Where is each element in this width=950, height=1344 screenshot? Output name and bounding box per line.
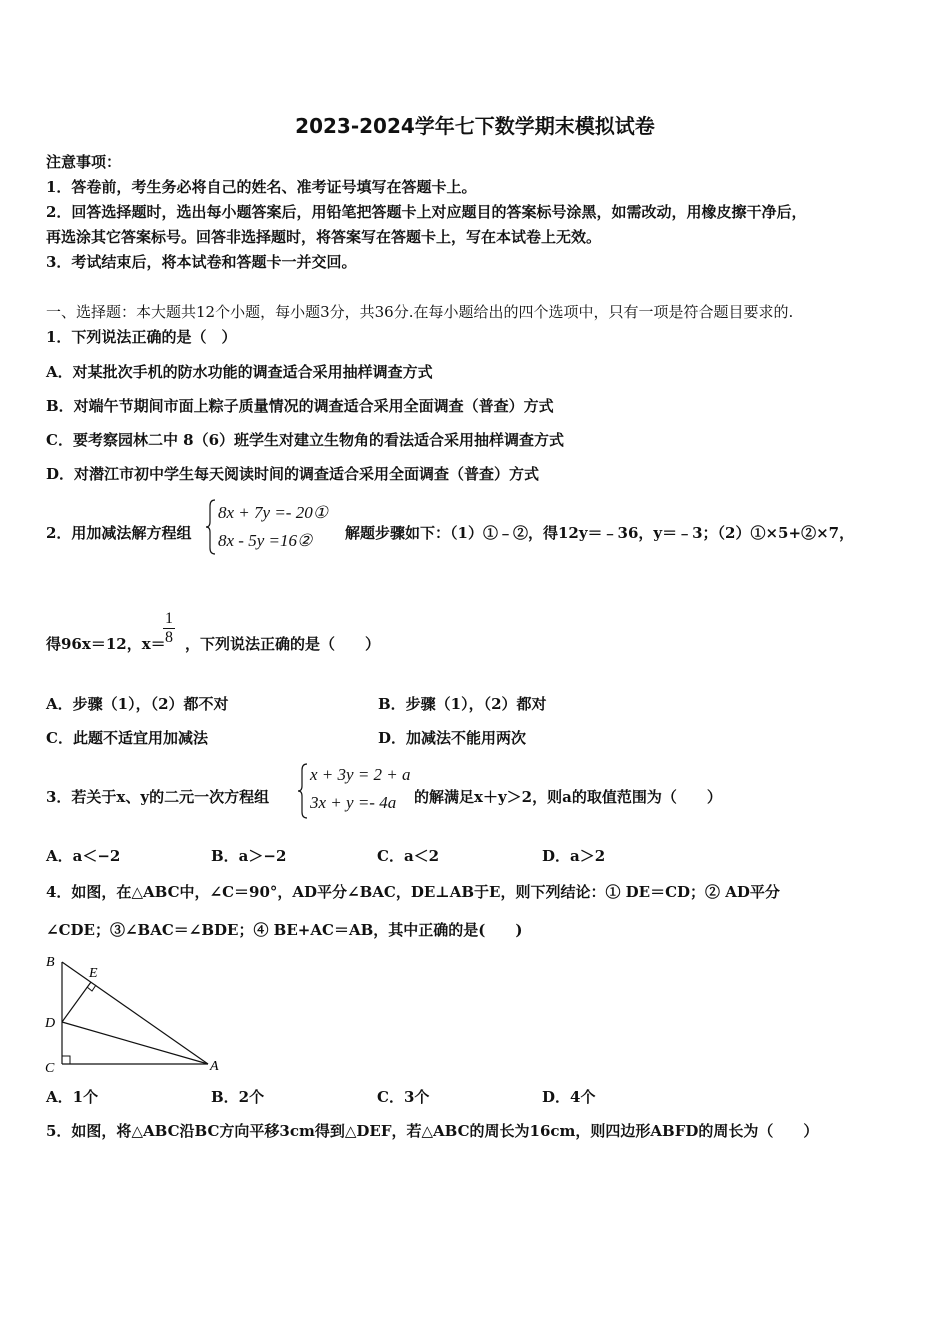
- notice-heading: 注意事项：: [46, 153, 122, 171]
- label-e: E: [89, 966, 98, 981]
- q4-stem-line2: ∠CDE；③∠BAC＝∠BDE；④ BE+AC＝AB，其中正确的是( ): [46, 921, 523, 939]
- q3-option-d: D．a＞2: [542, 847, 606, 865]
- right-angle-mark-c: [62, 1056, 70, 1064]
- q3-equation-2: 3x + y =- 4a: [310, 793, 397, 812]
- q2-suffix: 解题步骤如下：（1）①﹣②，得12y＝﹣36，y＝﹣3；（2）①×5+②×7，: [345, 524, 855, 542]
- segment-da: [62, 1022, 208, 1064]
- q1-stem: 1．下列说法正确的是（ ）: [46, 328, 237, 346]
- q2-equation-1: 8x + 7y =- 20①: [218, 503, 328, 522]
- section-heading: 一、选择题：本大题共12个小题，每小题3分，共36分.在每小题给出的四个选项中，只有一项是符合题目要求的.: [46, 303, 794, 321]
- q3-equation-1: x + 3y = 2 + a: [310, 765, 411, 784]
- q2-brace: [205, 498, 217, 556]
- q1-option-c: C．要考察园林二中 8（6）班学生对建立生物角的看法适合采用抽样调查方式: [46, 431, 565, 449]
- label-b: B: [46, 955, 55, 970]
- q3-option-c: C．a＜2: [377, 847, 440, 865]
- q1-option-a: A．对某批次手机的防水功能的调查适合采用抽样调查方式: [46, 363, 433, 381]
- q3-brace: [297, 762, 309, 820]
- q2-line2-suffix: ，下列说法正确的是（ ）: [185, 635, 381, 653]
- notice-item: 再选涂其它答案标号。回答非选择题时，将答案写在答题卡上，写在本试卷上无效。: [46, 228, 602, 246]
- notice-item: 3．考试结束后，将本试卷和答题卡一并交回。: [46, 253, 357, 271]
- q3-suffix: 的解满足x＋y＞2，则a的取值范围为（ ）: [414, 788, 722, 806]
- q2-equation-2: 8x - 5y =16②: [218, 531, 313, 550]
- q2-option-b: B．步骤（1），（2）都对: [378, 695, 547, 713]
- label-c: C: [45, 1061, 55, 1076]
- q2-prefix: 2．用加减法解方程组: [46, 524, 192, 542]
- page-title: 2023-2024学年七下数学期末模拟试卷: [295, 114, 655, 138]
- q4-option-c: C．3个: [377, 1088, 430, 1106]
- q3-option-b: B．a＞−2: [211, 847, 287, 865]
- q4-triangle-figure: [40, 950, 230, 1078]
- q4-option-a: A．1个: [46, 1088, 99, 1106]
- q4-stem-line1: 4．如图，在△ABC中，∠C＝90°，AD平分∠BAC，DE⊥AB于E，则下列结论：① DE＝CD；② AD平分: [46, 883, 780, 901]
- q5-stem: 5．如图，将△ABC沿BC方向平移3cm得到△DEF，若△ABC的周长为16cm，则四边形ABFD的周长为（ ）: [46, 1122, 819, 1140]
- q1-option-d: D．对潜江市初中学生每天阅读时间的调查适合采用全面调查（普查）方式: [46, 465, 540, 483]
- fraction-numerator: 1: [165, 610, 173, 627]
- q2-option-c: C．此题不适宜用加减法: [46, 729, 208, 747]
- q2-fraction: [163, 610, 175, 647]
- q4-option-b: B．2个: [211, 1088, 265, 1106]
- segment-de: [62, 982, 91, 1022]
- notice-item: 2．回答选择题时，选出每小题答案后，用铅笔把答题卡上对应题目的答案标号涂黑，如需改动，用橡皮擦干净后，: [46, 203, 807, 221]
- q2-option-d: D．加减法不能用两次: [378, 729, 527, 747]
- q3-prefix: 3．若关于x、y的二元一次方程组: [46, 788, 270, 806]
- fraction-denominator: 8: [165, 629, 173, 646]
- q4-option-d: D．4个: [542, 1088, 596, 1106]
- notice-item: 1．答卷前，考生务必将自己的姓名、准考证号填写在答题卡上。: [46, 178, 477, 196]
- label-a: A: [210, 1059, 219, 1074]
- segment-ba: [62, 962, 208, 1064]
- q1-option-b: B．对端午节期间市面上粽子质量情况的调查适合采用全面调查（普查）方式: [46, 397, 554, 415]
- label-d: D: [45, 1016, 56, 1031]
- q2-line2-prefix: 得96x＝12，x＝: [46, 635, 166, 653]
- q3-option-a: A．a＜−2: [46, 847, 121, 865]
- q2-option-a: A．步骤（1），（2）都不对: [46, 695, 229, 713]
